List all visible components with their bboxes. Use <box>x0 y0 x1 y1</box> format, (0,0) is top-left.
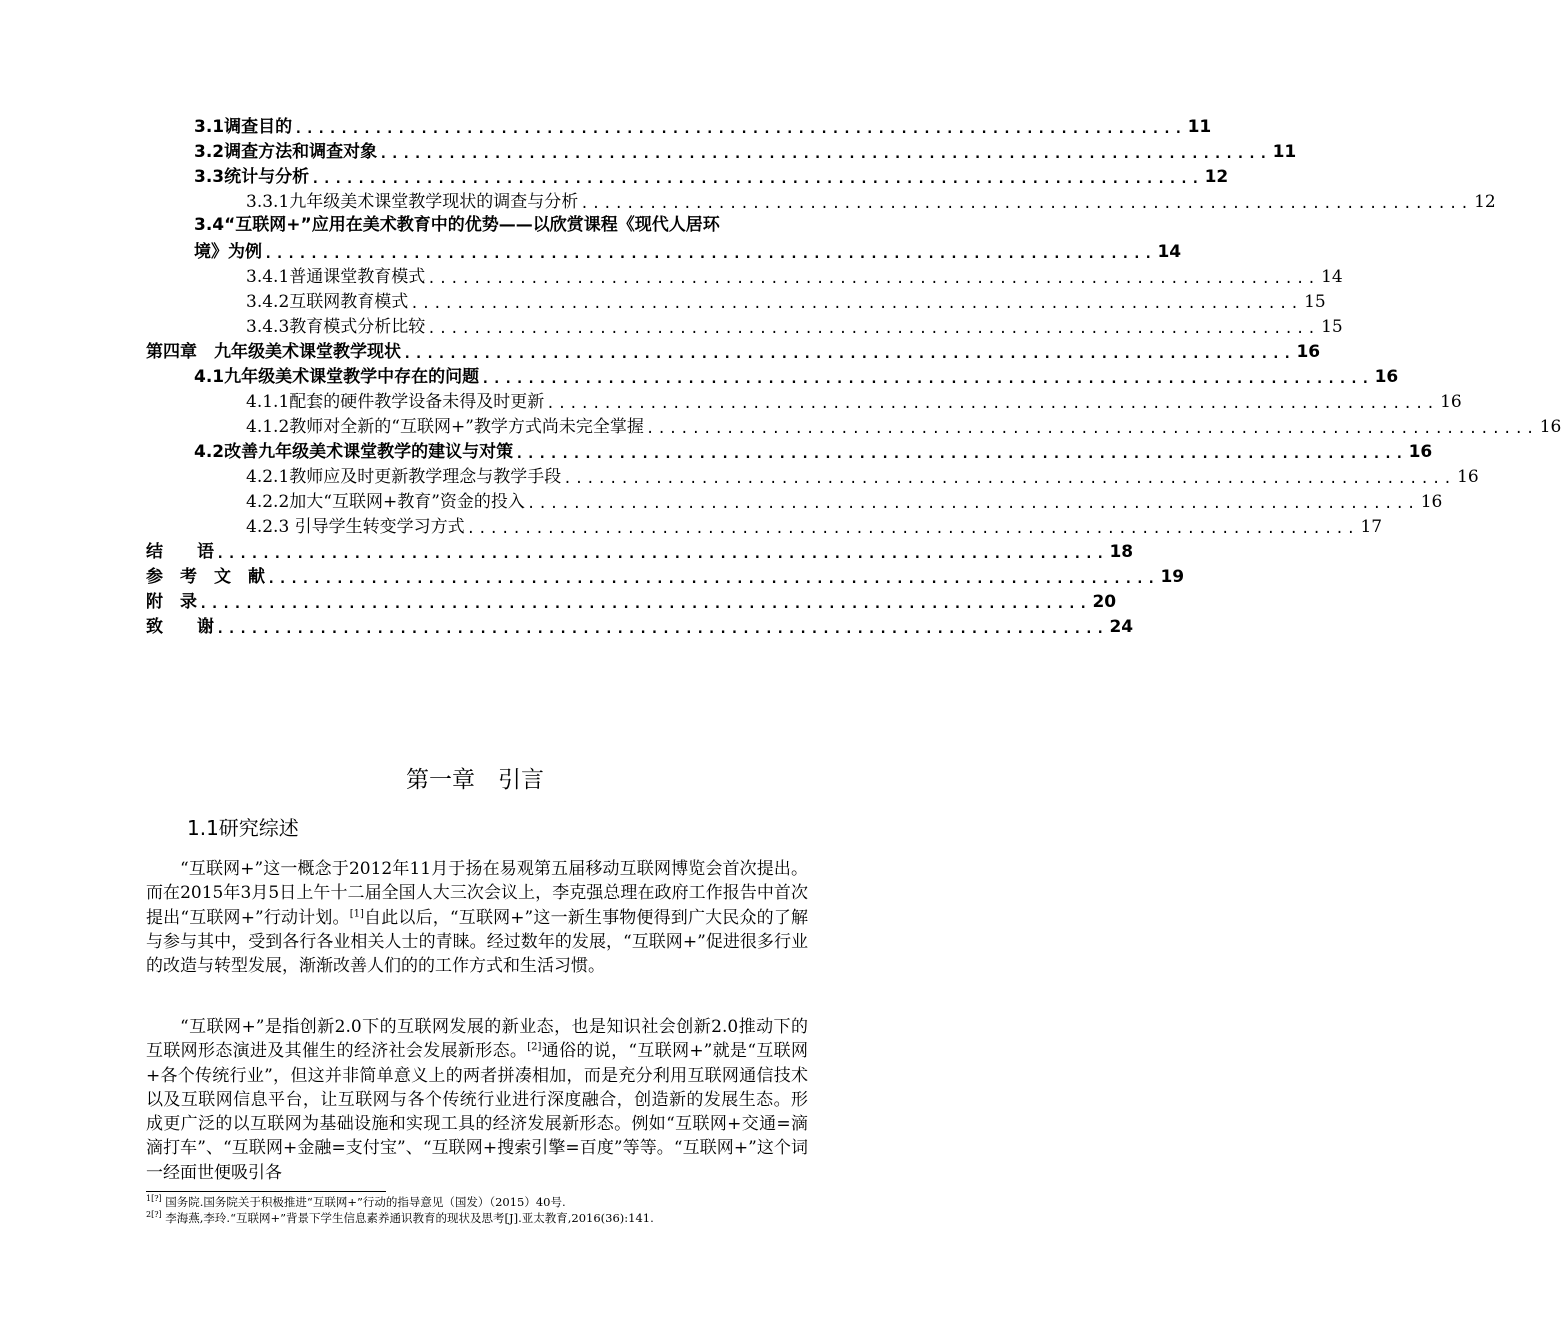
toc-entry-page: 16 <box>1539 417 1561 437</box>
toc-entry-page: 16 <box>1408 442 1433 462</box>
toc-dot-leader: .............................................................................. <box>216 546 1108 562</box>
toc-dot-leader: .............................................................................. <box>216 621 1108 637</box>
toc-entry[interactable] <box>246 313 1343 339</box>
toc-entry[interactable] <box>246 413 1561 439</box>
toc-entry-title: 3.4.1普通课堂教育模式 <box>246 267 426 287</box>
toc-entry[interactable] <box>194 363 1399 389</box>
toc-entry-page: 16 <box>1420 492 1443 512</box>
toc-entry-page: 18 <box>1109 542 1134 562</box>
toc-entry-title: 参 考 文 献 <box>146 567 265 587</box>
toc-entry-page: 16 <box>1296 342 1321 362</box>
toc-entry-title: 3.4.2互联网教育模式 <box>246 292 409 312</box>
footnote-divider <box>146 1191 386 1192</box>
toc-entry-title: 3.3统计与分析 <box>194 167 310 187</box>
toc-entry-title: 第四章 九年级美术课堂教学现状 <box>146 342 401 362</box>
toc-entry-page: 12 <box>1204 167 1229 187</box>
toc-dot-leader: .............................................................................. <box>427 321 1319 337</box>
footnote-text: 国务院.国务院关于积极推进“互联网+”行动的指导意见（国发）（2015）40号. <box>161 1195 566 1209</box>
toc-dot-leader: .............................................................................. <box>199 596 1091 612</box>
body-paragraph <box>146 857 808 978</box>
toc-entry-title: 3.4.3教育模式分析比较 <box>246 317 426 337</box>
toc-entry[interactable] <box>246 388 1462 414</box>
toc-dot-leader: .............................................................................. <box>515 446 1407 462</box>
paragraph-text: 自此以后，“互联网+”这一新生事物便得到广大民众的了解与参与其中，受到各行各业相关人士的青睐。经过数年的发展，“互联网+”促进很多行业的改造与转型发展，渐渐改善人们的的工作方式和生活习惯。 <box>146 907 808 977</box>
toc-entry[interactable] <box>246 263 1343 289</box>
paragraph-text: 通俗的说，“互联网+”就是“互联网+各个传统行业”，但这并非简单意义上的两者拼凑相加，而是充分利用互联网通信技术以及互联网信息平台，让互联网与各个传统行业进行深度融合，创造新的发展生态。形成更广泛的以互联网为基础设施和实现工具的经济发展新形态。例如“互联网+交通=滴滴打车”、“互联网+金融=支付宝”、“互联网+搜索引擎=百度”等等。“互联网+”这个词一经面世便吸引各 <box>146 1041 809 1183</box>
toc-entry[interactable] <box>246 288 1326 314</box>
toc-entry[interactable] <box>194 163 1229 189</box>
toc-entry-page: 19 <box>1160 567 1185 587</box>
paragraph-text: “互联网+”这一概念于2012年11月于扬在易观第五届移动互联网博览会首次提出。而在2015年3月5日上午十二届全国人大三次会议上，李克强总理在政府工作报告中首次提出“互联网+”行动计划。 <box>146 859 808 928</box>
toc-entry[interactable] <box>246 488 1443 514</box>
toc-entry-title-line2: 境》为例 <box>194 242 262 262</box>
toc-entry-title: 3.1调查目的 <box>194 117 293 137</box>
toc-entry-page: 16 <box>1457 467 1479 487</box>
toc-entry-title: 4.2.3 引导学生转变学习方式 <box>246 517 465 537</box>
toc-entry-title: 3.2调查方法和调查对象 <box>194 142 378 162</box>
toc-dot-leader: .............................................................................. <box>403 346 1295 362</box>
footnote-mark: 2[?] <box>146 1210 162 1220</box>
toc-dot-leader: .............................................................................. <box>563 471 1455 487</box>
toc-entry-page: 14 <box>1321 267 1343 287</box>
toc-entry-page: 14 <box>1157 242 1182 262</box>
toc-entry-page: 16 <box>1440 392 1462 412</box>
toc-entry-page: 11 <box>1187 117 1212 137</box>
toc-dot-leader: .............................................................................. <box>410 296 1302 312</box>
paragraph-text: “互联网+”是指创新2.0下的互联网发展的新业态，也是知识社会创新2.0推动下的互联网形态演进及其催生的经济社会发展新形态。 <box>146 1017 808 1062</box>
toc-entry[interactable] <box>194 238 1182 264</box>
toc-dot-leader: .............................................................................. <box>580 196 1472 212</box>
toc-entry-page: 24 <box>1109 617 1134 637</box>
toc-dot-leader: .............................................................................. <box>311 171 1203 187</box>
toc-entry-title: 4.1.1配套的硬件教学设备未得及时更新 <box>246 392 545 412</box>
toc-entry-page: 12 <box>1474 192 1496 212</box>
toc-entry-title: 4.1九年级美术课堂教学中存在的问题 <box>194 367 480 387</box>
footnote-mark: 1[?] <box>146 1194 162 1204</box>
toc-entry-title: 4.1.2教师对全新的“互联网+”教学方式尚未完全掌握 <box>246 417 644 437</box>
footnote-text: 李海燕,李玲.“互联网+”背景下学生信息素养通识教育的现状及思考[J].亚太教育,2016(36):141. <box>161 1211 654 1225</box>
toc-entry-page: 16 <box>1374 367 1399 387</box>
toc-entry[interactable] <box>146 538 1134 564</box>
chapter-title: 第一章 引言 <box>406 767 544 793</box>
toc-entry[interactable] <box>146 588 1117 614</box>
toc-entry-page: 11 <box>1272 142 1297 162</box>
toc-entry-title: 3.3.1九年级美术课堂教学现状的调查与分析 <box>246 192 579 212</box>
toc-entry[interactable] <box>246 463 1479 489</box>
toc-entry-title: 结 语 <box>146 542 214 562</box>
toc-entry-page: 20 <box>1092 592 1117 612</box>
toc-entry-title: 4.2.1教师应及时更新教学理念与教学手段 <box>246 467 562 487</box>
toc-entry-title: 致 谢 <box>146 617 214 637</box>
toc-dot-leader: .............................................................................. <box>267 571 1159 587</box>
toc-dot-leader: .............................................................................. <box>427 271 1319 287</box>
toc-entry[interactable] <box>146 338 1321 364</box>
toc-entry-title-line1[interactable]: 3.4“互联网+”应用在美术教育中的优势——以欣赏课程《现代人居环 <box>194 215 720 235</box>
footnotes <box>146 1194 826 1226</box>
toc-entry[interactable] <box>194 438 1433 464</box>
toc-dot-leader: .............................................................................. <box>264 246 1156 262</box>
toc-entry-title: 4.2.2加大“互联网+教育”资金的投入 <box>246 492 525 512</box>
section-title: 1.1研究综述 <box>187 816 299 840</box>
toc-dot-leader: .............................................................................. <box>466 521 1359 537</box>
toc-entry[interactable] <box>246 188 1496 214</box>
toc-dot-leader: .............................................................................. <box>481 371 1373 387</box>
toc-entry[interactable] <box>194 138 1297 164</box>
toc-entry-page: 15 <box>1321 317 1343 337</box>
toc-entry[interactable] <box>146 563 1185 589</box>
toc-entry[interactable] <box>146 613 1134 639</box>
footnote <box>146 1194 826 1210</box>
toc-entry-title: 4.2改善九年级美术课堂教学的建议与对策 <box>194 442 514 462</box>
citation-ref[interactable]: [2] <box>527 1041 542 1053</box>
toc-dot-leader: .............................................................................. <box>379 146 1271 162</box>
toc-dot-leader: .............................................................................. <box>526 496 1419 512</box>
toc-entry[interactable] <box>246 513 1383 539</box>
toc-dot-leader: .............................................................................. <box>546 396 1438 412</box>
toc-dot-leader: .............................................................................. <box>645 421 1538 437</box>
toc-entry-page: 17 <box>1360 517 1383 537</box>
toc-dot-leader: .............................................................................. <box>294 121 1186 137</box>
toc-entry-title: 附 录 <box>146 592 197 612</box>
toc-entry-page: 15 <box>1304 292 1326 312</box>
footnote <box>146 1210 826 1226</box>
citation-ref[interactable]: [1] <box>349 907 364 919</box>
body-paragraph <box>146 1015 808 1185</box>
toc-entry[interactable] <box>194 113 1212 139</box>
